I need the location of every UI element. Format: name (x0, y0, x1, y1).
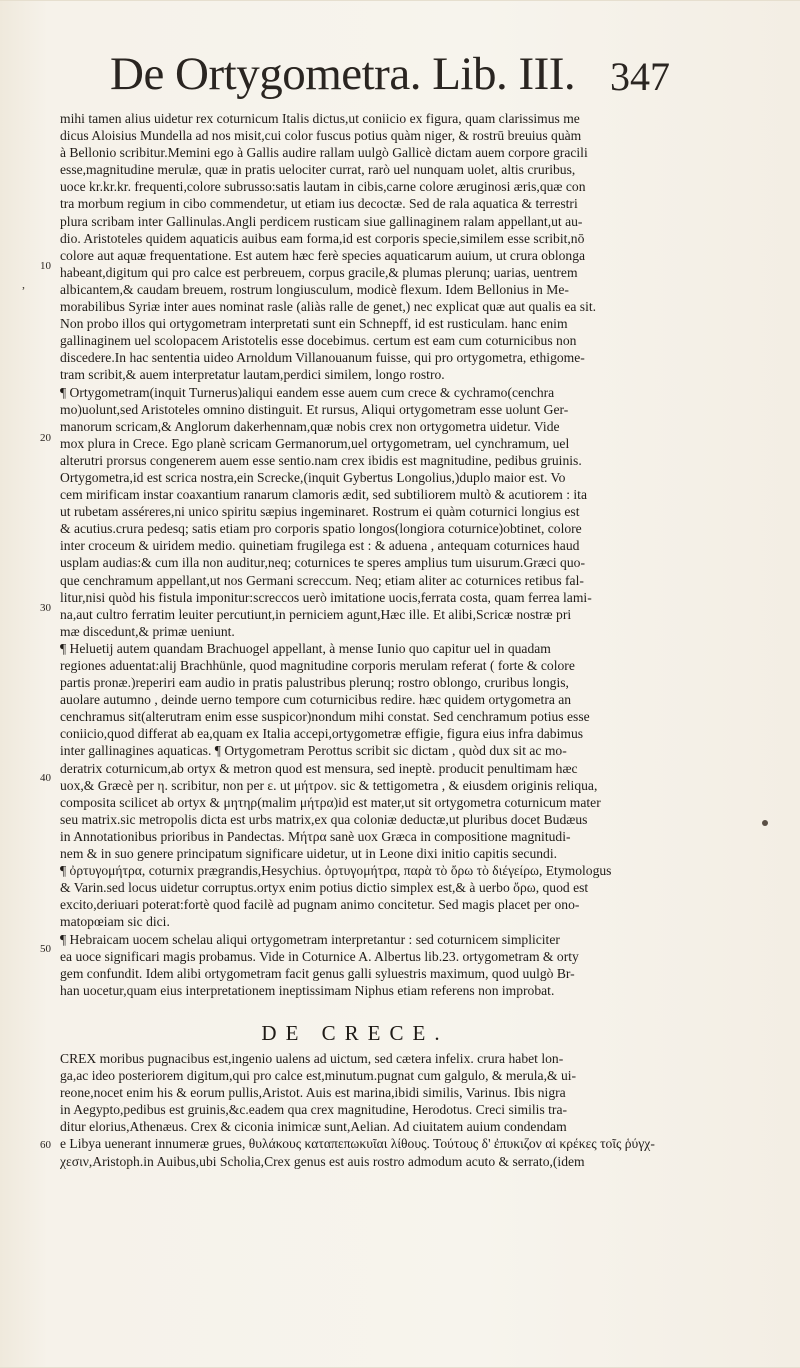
text-line: χεσιν,Aristoph.in Auibus,ubi Scholia,Crex genus est auis rostro admodum acuto & serrato,(idem (60, 1153, 585, 1169)
text-line: deratrix coturnicum,ab ortyx & metron quod est mensura, sed ineptè. producit penultimam hæc (60, 760, 578, 776)
margin-line-number: 30 (40, 602, 51, 614)
text-line: ¶ ὀρτυγομήτρα, coturnix prægrandis,Hesychius. ὀρτυγομήτρα, παρὰ τὸ ὄρω τὸ διέγείρω, Etymologus (60, 863, 612, 879)
text-line: mo)uolunt,sed Aristoteles omnino distinguit. Et rursus, Aliqui ortygometram esse uolunt Ger- (60, 401, 569, 417)
marginal-mark: , (22, 277, 25, 291)
margin-line-number: 20 (40, 432, 51, 444)
text-line: uoce kr.kr.kr. frequenti,colore subrusso:satis lautam in cibis,carne colore æruginosi æris,quæ con (60, 179, 586, 195)
text-line: CREX moribus pugnacibus est,ingenio ualens ad uictum, sed cætera infelix. crura habet lon- (60, 1050, 564, 1066)
text-line: mihi tamen alius uidetur rex coturnicum Italis dictus,ut coniicio ex figura, quam clarissimus me (60, 111, 580, 126)
crece-section (60, 1050, 740, 1170)
text-line: ea uoce significari magis probamus. Vide in Coturnice A. Albertus lib.23. ortygometram & orty (60, 948, 579, 964)
main-paragraphs (60, 110, 740, 1016)
text-line: ¶ Ortygometram(inquit Turnerus)aliqui eandem esse auem cum crece & cychramo(cenchra (60, 384, 555, 400)
text-line: inter gallinagines aquaticas. ¶ Ortygometram Perottus scribit sic dictam , quòd dux sit ac mo- (60, 743, 567, 759)
text-line: à Bellonio scribitur.Memini ego à Gallis audire rallam uulgò Gallicè dictam auem corpore gracili (60, 145, 588, 161)
text-line: auolare autumno , deinde uerno tempore cum coturnicibus redire. hæc quidem ortygometra an (60, 692, 572, 708)
text-line: dio. Aristoteles quidem aquaticis auibus eam forma,id est corporis specie,similem esse scribit,nō (60, 230, 585, 246)
text-line: cem mirificam instar coaxantium ranarum clamoris ædit, sed subtiliorem multò & acutiorem : ita (60, 487, 587, 503)
running-title: De Ortygometra. Lib. III. (110, 48, 576, 100)
body-text (60, 110, 740, 1170)
text-line: regiones aduentat:alij Brachhünle, quod magnitudine corporis merulam referat ( forte & colore (60, 658, 575, 673)
text-line: ditur elorius,Athenæus. Crex & ciconia inimicæ sunt,Aelian. Ad ciuitatem auium condendam (60, 1119, 567, 1135)
text-line: albicantem,& caudam breuem, rostrum longiusculum, modicè flexum. Idem Bellonius in Me- (60, 281, 569, 297)
text-line: partis pronæ.)reperiri eam audio in pratis palustribus plerunq; rostro oblongo, cruribus longis, (60, 675, 569, 691)
text-line (60, 999, 740, 1016)
text-line: que cenchramum appellant,ut nos Germani screccum. Neq; etiam aliter ac coturnices retibus fal- (60, 572, 584, 588)
text-line: ¶ Heluetij autem quandam Brachuogel appellant, à mense Iunio quo capitur uel in quadam (60, 640, 551, 656)
text-line: na,aut cultro ferratim leuiter percutiunt,in perniciem agunt,Hæc ille. Et alibi,Scricæ nostræ pri (60, 606, 572, 622)
text-line: cenchramus sit(alterutram enim esse suspicor)nondum mihi constat. Sed cenchramum potius esse (60, 709, 590, 725)
text-line: manorum scricam,& Anglorum dakerhennam,quæ nobis crex non ortygometra uidetur. Vide (60, 418, 560, 434)
text-line: seu matrix.sic metropolis dicta est urbs matrix,ex qua coloniæ deductæ,ut pluribus docet Budæus (60, 811, 588, 827)
text-line: reone,nocet enim his & eorum pullis,Aristot. Auis est marina,ibidi similis, Varinus. Ibis nigra (60, 1085, 566, 1101)
text-line: han uocetur,quam eius interpretationem ineptissimam Niphus etiam referens non improbat. (60, 982, 555, 998)
text-line: discedere.In hac sententia uideo Arnoldum Villanouanum fuisse, qui pro ortygometra, ethigome- (60, 350, 585, 366)
text-line: inter croceum & uiridem medio. quinetiam frugilega est : & aduena , antequam coturnices haud (60, 538, 580, 554)
text-line: Ortygometra,id est scrica nostra,ein Screcke,(inquit Gybertus Longolius,)duplo maior est. Vo (60, 469, 566, 485)
text-line: mæ discedunt,& primæ ueniunt. (60, 623, 235, 639)
text-line: gem confundit. Idem alibi ortygometram facit genus galli syluestris maximum, quod uulgò Br- (60, 965, 575, 981)
text-line: ga,ac ideo posteriorem digitum,qui pro calce est,minutum.pugnat cum galgulo, & merula,& ui- (60, 1068, 577, 1084)
page-number: 347 (610, 54, 670, 99)
text-line: nem & in suo genere principatum significare uidetur, ut in Leone dixi initio capitis secundi. (60, 846, 558, 862)
text-line: gallinaginem uel scolopacem Aristotelis esse docebimus. certum est eam cum coturnicibus non (60, 333, 577, 349)
text-line: alterutri prorsus congenerem auem esse sentio.nam crex ibidis est magnitudine, pedibus gruinis. (60, 452, 582, 468)
text-line: colore aut aquæ frequentatione. Est autem hæc ferè species aquaticarum auium, ut crura oblonga (60, 247, 586, 263)
text-line: tra morbum regium in cibo commendetur, ut etiam ius decoctæ. Sed de rala aquatica & terrestri (60, 196, 578, 212)
margin-line-number: 50 (40, 943, 51, 955)
text-line: tram scribit,& auem interpretatur lautam,perdici similem, longo rostro. (60, 367, 445, 383)
page-header (110, 46, 670, 102)
text-line: dicus Aloisius Mundella ad nos misit,cui color fuscus potius quàm niger, & rostrū breuius quàm (60, 128, 582, 144)
text-line: in Aegypto,pedibus est gruinis,&c.eadem qua crex magnitudine, Herodotus. Creci similis tra- (60, 1102, 568, 1118)
text-line: uox,& Græcè per η. scribitur, non per ε. ut μήτρον. sic & tettigometra , & eiusdem originis reliqua, (60, 777, 598, 793)
text-line: ut rubetam asséreres,ni unico spiritu sæpius ingeminaret. Rostrum ei quàm coturnici longius est (60, 504, 580, 520)
text-line: coniicio,quod differat ab ea,quam ex Italia accepi,ortygometræ effigie, figura eius infra dabimus (60, 726, 584, 742)
section-heading: DE CRECE. (261, 1020, 449, 1045)
margin-line-number: 40 (40, 772, 51, 784)
text-line: matopœiam sic dici. (60, 914, 170, 930)
text-line: plura scribam inter Gallinulas.Angli perdicem rusticam siue gallinaginem ralam appellant,ut au- (60, 213, 583, 229)
text-line: excito,deriuari poterat:fortè quod facilè ad pugnam animo concitetur. Sed magis placet per ono- (60, 897, 580, 913)
text-line: in Annotationibus prioribus in Pandectas. Μήτρα sanè uox Græca in compositione magnitudi- (60, 828, 571, 844)
text-line: e Libya uenerant innumeræ grues, θυλάκους καταπεπωκυῖαι λίθους. Τούτους δ' ἐπυκιζον αἱ κρέκες τοῖς ῥύγχ- (60, 1136, 655, 1152)
text-line: ¶ Hebraicam uocem schelau aliqui ortygometram interpretantur : sed coturnicem simpliciter (60, 931, 560, 947)
text-line: & Varin.sed locus uidetur corruptus.ortyx enim potius dictio simplex est,& à uerbo ὄρω, quod est (60, 880, 589, 896)
text-line: usplam audias:& cum illa non auditur,neq; coturnices te speres amplius tum uisurum.Græci quo- (60, 555, 585, 571)
margin-line-number: 10 (40, 260, 51, 272)
text-line: & acutius.crura pedesq; satis etiam pro corporis spatio longos(longiora coturnice)obtinet, colore (60, 521, 582, 537)
text-line: Non probo illos qui ortygometram interpretati sunt ein Schnepff, id est rusticulam. hanc enim (60, 316, 568, 332)
margin-line-number: 60 (40, 1139, 51, 1151)
text-line: composita scilicet ab ortyx & μητηρ(malim μήτρα)id est mater,ut sit ortygometra coturnicum mater (60, 794, 601, 810)
text-line: morabilibus Syriæ inter aues nominat rasle (aliàs ralle de genet,) nec explicat quæ aut qualis ea sit. (60, 299, 597, 315)
text-line: habeant,digitum qui pro calce est perbreuem, corpus gracile,& plumas plerunq; uarias, uentrem (60, 264, 578, 280)
text-line: mox plura in Crece. Ego planè scricam Germanorum,uel ortygometram, uel cynchramum, uel (60, 435, 570, 451)
text-line: litur,nisi quòd his fistula imponitur:screccos uerò imitatione uocis,ferrata costa, quam ferrea lami- (60, 589, 592, 605)
ink-spot (762, 820, 768, 826)
text-line: esse,magnitudine merulæ, quæ in pratis uelociter currat, rarò uel nunquam uolet, altis cruribus, (60, 162, 576, 178)
